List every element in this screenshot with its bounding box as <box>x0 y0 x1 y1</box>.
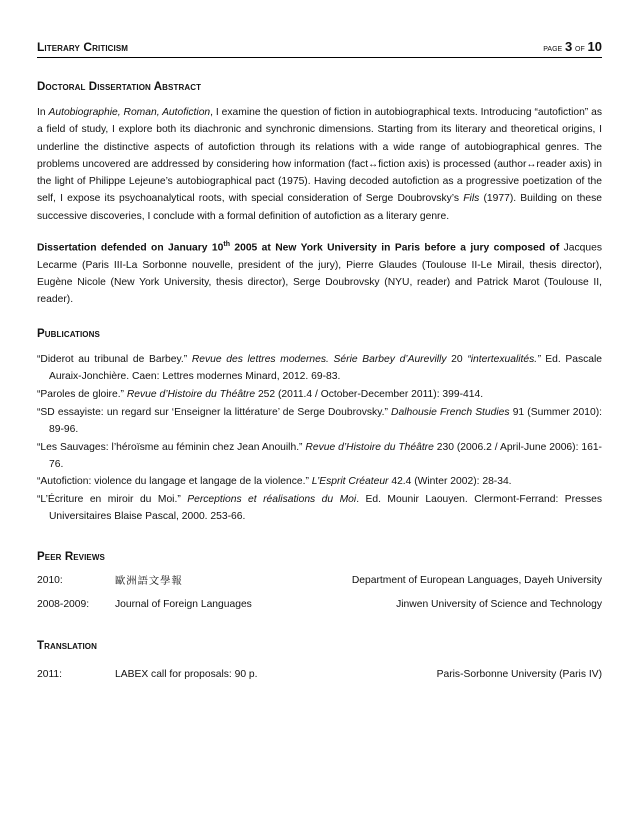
abstract-paragraph: In Autobiographie, Roman, Autofiction, I examine the question of fiction in autobiographical texts. Introducing “autofiction” as a field of study, I explore both its diachronic and synchronic dimensions. Starting from its literary and theoretical origins, I underline the distinctive aspects of autofiction through its relations with a wide range of autobiographical genres. The problems uncovered are addressed by considering how information (fact↔fiction axis) is processed (author↔reader axis) in the light of Philippe Lejeune’s autobiographical pact (1975). Having decoded autofiction as a progressive poetization of the self, I expose its psychoanalytical roots, with special consideration of Serge Doubrovsky’s Fils (1977). Building on these successive discoveries, I conclude with a formal definition of autofiction as a literary genre. <box>37 107 603 222</box>
peer-review-row <box>37 596 602 614</box>
translation-project: LABEX call for proposals: 90 p. <box>115 669 258 680</box>
review-institution: Department of European Languages, Dayeh University <box>351 575 602 586</box>
fils-title: Fils <box>463 193 480 205</box>
peer-reviews-section-title: Peer Reviews <box>37 551 105 563</box>
page-number: 3 <box>565 39 573 54</box>
of-label: of <box>575 43 585 54</box>
page-header <box>37 39 602 58</box>
peer-review-row <box>37 572 602 590</box>
bidirectional-arrow-icon: ↔ <box>368 158 379 170</box>
total-pages: 10 <box>587 39 602 54</box>
defense-paragraph: Dissertation defended on January 10th 2005 at New York University in Paris before a jury composed of Jacques Lecarme (Paris III-La Sorbonne nouvelle, president of the jury), Pierre Glaudes (Toulouse II-Le Mirail, thesis director), Eugène Nicole (New York University, thesis director), Serge Doubrovsky (NYU, reader) and Patrick Marot (Toulouse II, reader). <box>37 241 603 306</box>
translation-institution: Paris-Sorbonne University (Paris IV) <box>436 669 602 680</box>
review-journal: 歐洲語文學報 <box>115 575 183 587</box>
header-title: Literary Criticism <box>37 40 129 54</box>
review-year: 2008-2009: <box>37 599 90 610</box>
publication-item: “SD essayiste: un regard sur ‘Enseigner la littérature’ de Serge Doubrovsky.” Dalhousie French Studies 91 (Summer 2010): 89-96. <box>37 407 602 436</box>
publication-item: “Paroles de gloire.” Revue d’Histoire du Théâtre 252 (2011.4 / October-December 2011): 399-414. <box>37 389 484 400</box>
review-journal: Journal of Foreign Languages <box>115 599 252 610</box>
publication-item: “Les Sauvages: l’héroïsme au féminin chez Jean Anouilh.” Revue d’Histoire du Théâtre 230 (2006.2 / April-June 2006): 161-76. <box>37 442 602 471</box>
abstract-section-title: Doctoral Dissertation Abstract <box>37 81 202 93</box>
publication-item: “Autofiction: violence du langage et langage de la violence.” L’Esprit Créateur 42.4 (Winter 2002): 28-34. <box>37 476 512 487</box>
publication-item: “Diderot au tribunal de Barbey.” Revue des lettres modernes. Série Barbey d’Aurevilly 20 “intertexualités.” Ed. Pascale Auraix-Jonchière. Caen: Lettres modernes Minard, 2012. 69-83. <box>37 354 602 383</box>
publication-item: “L’Écriture en miroir du Moi.” Perceptions et réalisations du Moi. Ed. Mounir Laouyen. Clermont-Ferrand: Presses Universitaires Blaise Pascal, 2000. 253-66. <box>37 494 602 523</box>
review-year: 2010: <box>37 575 63 586</box>
review-institution: Jinwen University of Science and Technology <box>396 599 602 610</box>
page-number-indicator <box>543 39 602 54</box>
translation-row <box>37 666 602 684</box>
translation-section-title: Translation <box>37 640 97 652</box>
page-label: page <box>543 43 563 54</box>
bidirectional-arrow-icon: ↔ <box>526 158 537 170</box>
translation-year: 2011: <box>37 669 63 680</box>
dissertation-title: Autobiographie, Roman, Autofiction <box>48 107 211 118</box>
publications-section-title: Publications <box>37 328 100 340</box>
